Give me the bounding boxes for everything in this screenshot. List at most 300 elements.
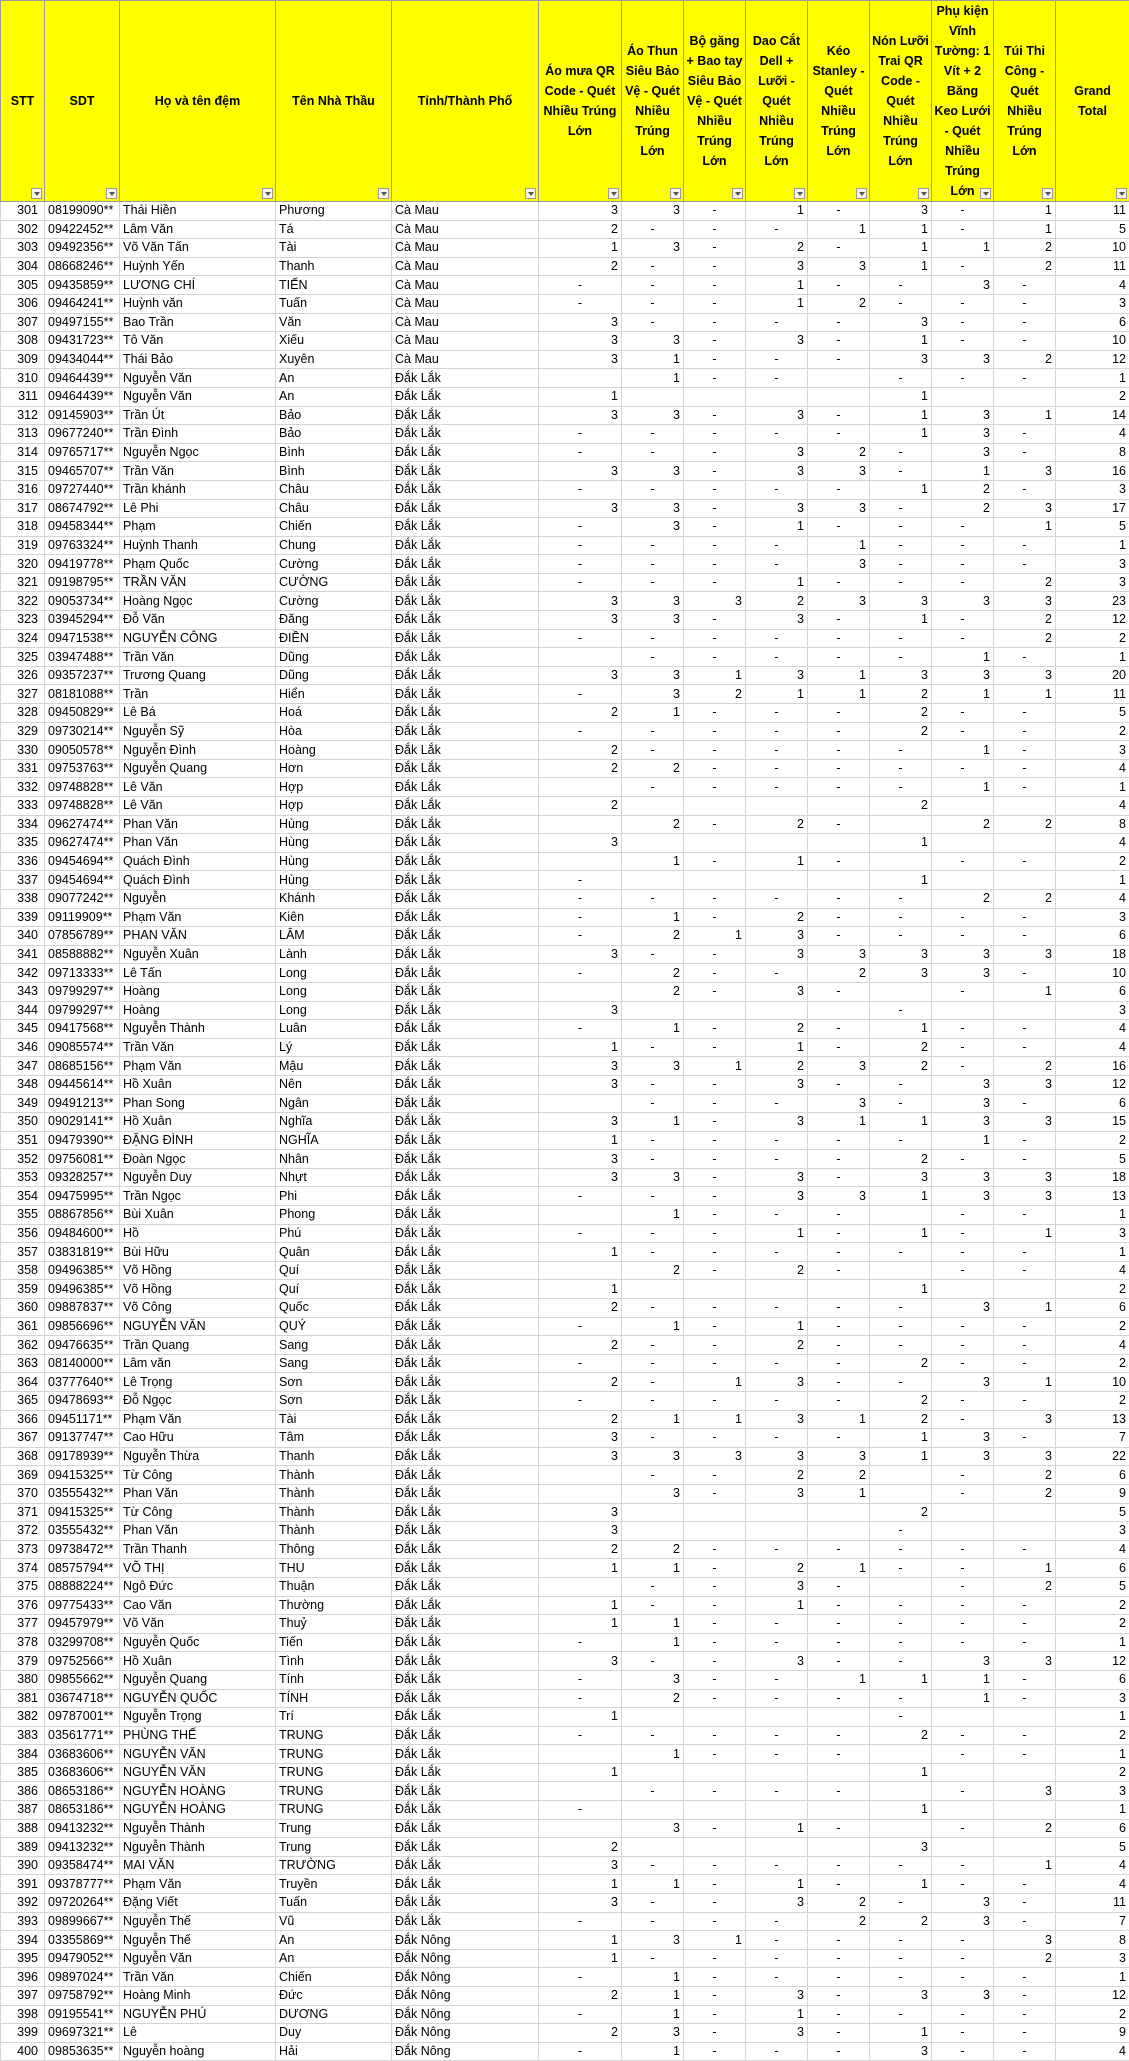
- cell-quantity[interactable]: -: [684, 480, 746, 499]
- cell-quantity[interactable]: 2: [746, 1466, 808, 1485]
- cell-quantity[interactable]: [932, 1522, 994, 1541]
- cell-quantity[interactable]: -: [808, 1336, 870, 1355]
- filter-dropdown-icon[interactable]: [794, 188, 805, 199]
- cell-province[interactable]: Đắk Nông: [392, 1968, 539, 1987]
- cell-quantity[interactable]: -: [870, 1652, 932, 1671]
- cell-quantity[interactable]: -: [684, 1875, 746, 1894]
- cell-surname[interactable]: Phạm Văn: [120, 1057, 276, 1076]
- cell-quantity[interactable]: -: [622, 1949, 684, 1968]
- cell-quantity[interactable]: -: [539, 1317, 622, 1336]
- cell-name[interactable]: LÂM: [276, 927, 392, 946]
- cell-quantity[interactable]: -: [994, 852, 1056, 871]
- cell-quantity[interactable]: 3: [870, 350, 932, 369]
- cell-quantity[interactable]: 2: [870, 722, 932, 741]
- cell-quantity[interactable]: [932, 1001, 994, 1020]
- cell-stt[interactable]: 374: [1, 1559, 45, 1578]
- cell-quantity[interactable]: 3: [746, 1447, 808, 1466]
- cell-quantity[interactable]: 1: [622, 350, 684, 369]
- cell-quantity[interactable]: -: [808, 1856, 870, 1875]
- cell-grand-total[interactable]: 11: [1056, 1894, 1129, 1913]
- cell-phone[interactable]: 09434044**: [45, 350, 120, 369]
- cell-quantity[interactable]: 1: [870, 2024, 932, 2043]
- cell-quantity[interactable]: 2: [994, 1057, 1056, 1076]
- cell-quantity[interactable]: [994, 797, 1056, 816]
- cell-quantity[interactable]: -: [932, 573, 994, 592]
- cell-quantity[interactable]: [539, 369, 622, 388]
- cell-quantity[interactable]: -: [808, 1038, 870, 1057]
- cell-name[interactable]: TRUNG: [276, 1745, 392, 1764]
- cell-stt[interactable]: 370: [1, 1484, 45, 1503]
- cell-surname[interactable]: LƯƠNG CHÍ: [120, 276, 276, 295]
- cell-surname[interactable]: Nguyễn Văn: [120, 369, 276, 388]
- cell-quantity[interactable]: 2: [870, 685, 932, 704]
- cell-quantity[interactable]: -: [932, 1354, 994, 1373]
- cell-province[interactable]: Đắk Lắk: [392, 1224, 539, 1243]
- cell-quantity[interactable]: -: [994, 1392, 1056, 1411]
- cell-province[interactable]: Đắk Nông: [392, 2005, 539, 2024]
- cell-quantity[interactable]: 3: [746, 462, 808, 481]
- cell-province[interactable]: Đắk Nông: [392, 2042, 539, 2061]
- cell-province[interactable]: Đắk Lắk: [392, 704, 539, 723]
- cell-quantity[interactable]: -: [684, 1615, 746, 1634]
- cell-surname[interactable]: Hoàng Ngọc: [120, 592, 276, 611]
- cell-province[interactable]: Đắk Lắk: [392, 1726, 539, 1745]
- cell-quantity[interactable]: 1: [746, 2005, 808, 2024]
- cell-name[interactable]: Phi: [276, 1187, 392, 1206]
- cell-quantity[interactable]: [684, 1522, 746, 1541]
- cell-quantity[interactable]: [808, 1503, 870, 1522]
- cell-quantity[interactable]: -: [932, 1615, 994, 1634]
- cell-quantity[interactable]: -: [684, 1894, 746, 1913]
- cell-quantity[interactable]: -: [932, 1540, 994, 1559]
- cell-quantity[interactable]: -: [870, 889, 932, 908]
- cell-surname[interactable]: Võ Hồng: [120, 1261, 276, 1280]
- cell-name[interactable]: Trung: [276, 1838, 392, 1857]
- cell-quantity[interactable]: -: [808, 1577, 870, 1596]
- cell-quantity[interactable]: 1: [746, 852, 808, 871]
- cell-quantity[interactable]: [622, 871, 684, 890]
- cell-phone[interactable]: 09756081**: [45, 1150, 120, 1169]
- cell-name[interactable]: Châu: [276, 480, 392, 499]
- cell-quantity[interactable]: 1: [870, 1113, 932, 1132]
- cell-surname[interactable]: Bùi Xuân: [120, 1206, 276, 1225]
- cell-quantity[interactable]: -: [870, 759, 932, 778]
- cell-quantity[interactable]: 3: [746, 1113, 808, 1132]
- cell-quantity[interactable]: -: [684, 1689, 746, 1708]
- cell-quantity[interactable]: -: [808, 1875, 870, 1894]
- cell-surname[interactable]: PHÙNG THẾ: [120, 1726, 276, 1745]
- cell-quantity[interactable]: 1: [539, 1875, 622, 1894]
- cell-phone[interactable]: 09378777**: [45, 1875, 120, 1894]
- cell-quantity[interactable]: 1: [870, 257, 932, 276]
- cell-grand-total[interactable]: 3: [1056, 294, 1129, 313]
- cell-quantity[interactable]: -: [539, 536, 622, 555]
- cell-grand-total[interactable]: 1: [1056, 1801, 1129, 1820]
- cell-quantity[interactable]: -: [808, 648, 870, 667]
- cell-quantity[interactable]: -: [870, 369, 932, 388]
- filter-dropdown-icon[interactable]: [856, 188, 867, 199]
- cell-quantity[interactable]: -: [808, 1299, 870, 1318]
- cell-grand-total[interactable]: 10: [1056, 239, 1129, 258]
- cell-quantity[interactable]: -: [622, 1094, 684, 1113]
- cell-grand-total[interactable]: 2: [1056, 1317, 1129, 1336]
- cell-quantity[interactable]: 1: [932, 778, 994, 797]
- cell-quantity[interactable]: 1: [870, 220, 932, 239]
- cell-quantity[interactable]: 3: [539, 1652, 622, 1671]
- cell-name[interactable]: Chiến: [276, 518, 392, 537]
- cell-quantity[interactable]: -: [870, 1559, 932, 1578]
- cell-quantity[interactable]: 1: [870, 239, 932, 258]
- cell-province[interactable]: Đắk Lắk: [392, 425, 539, 444]
- cell-quantity[interactable]: -: [684, 425, 746, 444]
- cell-quantity[interactable]: 1: [684, 1057, 746, 1076]
- cell-quantity[interactable]: -: [684, 1299, 746, 1318]
- cell-quantity[interactable]: -: [539, 1020, 622, 1039]
- cell-quantity[interactable]: 1: [539, 1763, 622, 1782]
- cell-quantity[interactable]: 3: [539, 1503, 622, 1522]
- cell-quantity[interactable]: [539, 1745, 622, 1764]
- cell-quantity[interactable]: -: [870, 1094, 932, 1113]
- cell-grand-total[interactable]: 10: [1056, 1373, 1129, 1392]
- cell-quantity[interactable]: [539, 1206, 622, 1225]
- cell-stt[interactable]: 315: [1, 462, 45, 481]
- cell-stt[interactable]: 326: [1, 666, 45, 685]
- cell-name[interactable]: Hoàng: [276, 741, 392, 760]
- cell-stt[interactable]: 385: [1, 1763, 45, 1782]
- cell-name[interactable]: Bình: [276, 443, 392, 462]
- cell-stt[interactable]: 381: [1, 1689, 45, 1708]
- cell-quantity[interactable]: [808, 1522, 870, 1541]
- cell-stt[interactable]: 305: [1, 276, 45, 295]
- cell-stt[interactable]: 337: [1, 871, 45, 890]
- cell-name[interactable]: Tài: [276, 239, 392, 258]
- cell-surname[interactable]: Nguyễn Thành: [120, 1819, 276, 1838]
- cell-quantity[interactable]: -: [539, 629, 622, 648]
- cell-quantity[interactable]: -: [539, 2005, 622, 2024]
- cell-quantity[interactable]: 3: [932, 1447, 994, 1466]
- cell-province[interactable]: Đắk Lắk: [392, 1745, 539, 1764]
- cell-stt[interactable]: 383: [1, 1726, 45, 1745]
- cell-quantity[interactable]: [622, 1763, 684, 1782]
- cell-phone[interactable]: 09137747**: [45, 1429, 120, 1448]
- cell-quantity[interactable]: -: [932, 1150, 994, 1169]
- cell-surname[interactable]: Phan Văn: [120, 1484, 276, 1503]
- cell-grand-total[interactable]: 5: [1056, 704, 1129, 723]
- cell-province[interactable]: Đắk Lắk: [392, 1689, 539, 1708]
- cell-quantity[interactable]: -: [932, 1020, 994, 1039]
- cell-surname[interactable]: Trần Văn: [120, 1968, 276, 1987]
- cell-quantity[interactable]: -: [746, 480, 808, 499]
- cell-quantity[interactable]: [808, 1001, 870, 1020]
- cell-quantity[interactable]: -: [684, 276, 746, 295]
- cell-stt[interactable]: 390: [1, 1856, 45, 1875]
- cell-grand-total[interactable]: 6: [1056, 1819, 1129, 1838]
- cell-quantity[interactable]: -: [746, 1745, 808, 1764]
- cell-quantity[interactable]: -: [994, 1131, 1056, 1150]
- cell-province[interactable]: Cà Mau: [392, 202, 539, 221]
- cell-stt[interactable]: 382: [1, 1708, 45, 1727]
- cell-quantity[interactable]: 2: [684, 685, 746, 704]
- cell-quantity[interactable]: 2: [539, 704, 622, 723]
- cell-province[interactable]: Cà Mau: [392, 257, 539, 276]
- cell-quantity[interactable]: -: [622, 1577, 684, 1596]
- cell-surname[interactable]: Nguyễn Đình: [120, 741, 276, 760]
- cell-quantity[interactable]: -: [932, 1317, 994, 1336]
- cell-name[interactable]: Thanh: [276, 257, 392, 276]
- cell-quantity[interactable]: [994, 1522, 1056, 1541]
- cell-phone[interactable]: 08588882**: [45, 945, 120, 964]
- cell-quantity[interactable]: 2: [539, 220, 622, 239]
- cell-quantity[interactable]: -: [746, 369, 808, 388]
- cell-quantity[interactable]: 2: [746, 815, 808, 834]
- cell-surname[interactable]: Phạm Văn: [120, 1875, 276, 1894]
- cell-quantity[interactable]: 2: [539, 797, 622, 816]
- cell-quantity[interactable]: 3: [539, 945, 622, 964]
- cell-quantity[interactable]: -: [870, 1931, 932, 1950]
- cell-phone[interactable]: 03777640**: [45, 1373, 120, 1392]
- cell-quantity[interactable]: 3: [539, 1522, 622, 1541]
- cell-grand-total[interactable]: 1: [1056, 648, 1129, 667]
- cell-grand-total[interactable]: 8: [1056, 815, 1129, 834]
- cell-stt[interactable]: 327: [1, 685, 45, 704]
- cell-phone[interactable]: 08888224**: [45, 1577, 120, 1596]
- cell-quantity[interactable]: 3: [932, 1299, 994, 1318]
- cell-province[interactable]: Đắk Lắk: [392, 1466, 539, 1485]
- cell-grand-total[interactable]: 3: [1056, 1782, 1129, 1801]
- cell-phone[interactable]: 03683606**: [45, 1763, 120, 1782]
- cell-quantity[interactable]: -: [932, 1559, 994, 1578]
- cell-quantity[interactable]: 3: [539, 1057, 622, 1076]
- cell-quantity[interactable]: -: [994, 1243, 1056, 1262]
- cell-phone[interactable]: 03683606**: [45, 1745, 120, 1764]
- cell-quantity[interactable]: 3: [746, 406, 808, 425]
- cell-quantity[interactable]: -: [539, 294, 622, 313]
- cell-quantity[interactable]: [932, 797, 994, 816]
- cell-province[interactable]: Đắk Lắk: [392, 685, 539, 704]
- cell-phone[interactable]: 09419778**: [45, 555, 120, 574]
- cell-name[interactable]: Tuấn: [276, 1894, 392, 1913]
- cell-stt[interactable]: 307: [1, 313, 45, 332]
- cell-quantity[interactable]: [684, 1001, 746, 1020]
- cell-quantity[interactable]: -: [994, 1987, 1056, 2006]
- cell-grand-total[interactable]: 3: [1056, 573, 1129, 592]
- cell-quantity[interactable]: 1: [994, 518, 1056, 537]
- cell-surname[interactable]: NGUYỄN PHÚ: [120, 2005, 276, 2024]
- cell-quantity[interactable]: [622, 1280, 684, 1299]
- cell-phone[interactable]: 09476635**: [45, 1336, 120, 1355]
- cell-quantity[interactable]: -: [994, 1633, 1056, 1652]
- cell-quantity[interactable]: -: [539, 722, 622, 741]
- cell-province[interactable]: Đắk Lắk: [392, 1392, 539, 1411]
- cell-quantity[interactable]: -: [746, 1392, 808, 1411]
- cell-grand-total[interactable]: 3: [1056, 1689, 1129, 1708]
- cell-stt[interactable]: 379: [1, 1652, 45, 1671]
- cell-quantity[interactable]: -: [808, 1726, 870, 1745]
- cell-quantity[interactable]: -: [994, 908, 1056, 927]
- cell-quantity[interactable]: [808, 1763, 870, 1782]
- cell-phone[interactable]: 09758792**: [45, 1987, 120, 2006]
- cell-quantity[interactable]: 1: [808, 685, 870, 704]
- cell-surname[interactable]: NGUYỄN VĂN: [120, 1317, 276, 1336]
- cell-grand-total[interactable]: 5: [1056, 220, 1129, 239]
- cell-quantity[interactable]: -: [539, 1392, 622, 1411]
- cell-quantity[interactable]: -: [932, 908, 994, 927]
- cell-quantity[interactable]: -: [684, 1559, 746, 1578]
- cell-province[interactable]: Đắk Lắk: [392, 1150, 539, 1169]
- cell-quantity[interactable]: -: [746, 1429, 808, 1448]
- cell-phone[interactable]: 09677240**: [45, 425, 120, 444]
- cell-name[interactable]: Trung: [276, 1819, 392, 1838]
- cell-phone[interactable]: 09478693**: [45, 1392, 120, 1411]
- cell-quantity[interactable]: -: [870, 536, 932, 555]
- cell-quantity[interactable]: -: [870, 1708, 932, 1727]
- cell-quantity[interactable]: 3: [932, 964, 994, 983]
- cell-quantity[interactable]: 2: [746, 239, 808, 258]
- cell-quantity[interactable]: -: [808, 2024, 870, 2043]
- cell-quantity[interactable]: [684, 1801, 746, 1820]
- cell-quantity[interactable]: -: [622, 778, 684, 797]
- cell-quantity[interactable]: -: [932, 1410, 994, 1429]
- filter-dropdown-icon[interactable]: [378, 188, 389, 199]
- cell-grand-total[interactable]: 4: [1056, 1336, 1129, 1355]
- cell-quantity[interactable]: 2: [746, 1057, 808, 1076]
- cell-name[interactable]: Long: [276, 964, 392, 983]
- cell-quantity[interactable]: -: [994, 1745, 1056, 1764]
- cell-surname[interactable]: Cao Văn: [120, 1596, 276, 1615]
- cell-stt[interactable]: 366: [1, 1410, 45, 1429]
- cell-quantity[interactable]: [622, 834, 684, 853]
- cell-grand-total[interactable]: 5: [1056, 1577, 1129, 1596]
- cell-stt[interactable]: 312: [1, 406, 45, 425]
- cell-quantity[interactable]: -: [870, 1894, 932, 1913]
- cell-province[interactable]: Đắk Lắk: [392, 1912, 539, 1931]
- cell-quantity[interactable]: -: [684, 555, 746, 574]
- cell-quantity[interactable]: 1: [622, 1745, 684, 1764]
- cell-grand-total[interactable]: 8: [1056, 443, 1129, 462]
- cell-quantity[interactable]: 1: [932, 239, 994, 258]
- cell-quantity[interactable]: -: [932, 611, 994, 630]
- cell-name[interactable]: Dũng: [276, 648, 392, 667]
- cell-quantity[interactable]: -: [808, 778, 870, 797]
- cell-quantity[interactable]: 1: [622, 704, 684, 723]
- cell-quantity[interactable]: 2: [994, 350, 1056, 369]
- cell-surname[interactable]: ĐẶNG ĐÌNH: [120, 1131, 276, 1150]
- cell-surname[interactable]: Bao Trần: [120, 313, 276, 332]
- cell-quantity[interactable]: 3: [622, 406, 684, 425]
- cell-surname[interactable]: Huỳnh Yến: [120, 257, 276, 276]
- cell-quantity[interactable]: 2: [808, 443, 870, 462]
- cell-stt[interactable]: 329: [1, 722, 45, 741]
- cell-quantity[interactable]: 1: [539, 1596, 622, 1615]
- cell-quantity[interactable]: 2: [994, 1484, 1056, 1503]
- cell-surname[interactable]: Quách Đình: [120, 852, 276, 871]
- cell-grand-total[interactable]: 4: [1056, 1540, 1129, 1559]
- cell-quantity[interactable]: -: [539, 573, 622, 592]
- cell-grand-total[interactable]: 5: [1056, 518, 1129, 537]
- cell-quantity[interactable]: -: [539, 1670, 622, 1689]
- cell-quantity[interactable]: 3: [994, 1782, 1056, 1801]
- cell-grand-total[interactable]: 2: [1056, 1392, 1129, 1411]
- cell-stt[interactable]: 335: [1, 834, 45, 853]
- cell-quantity[interactable]: -: [684, 1577, 746, 1596]
- cell-quantity[interactable]: -: [808, 1987, 870, 2006]
- cell-quantity[interactable]: 2: [808, 1466, 870, 1485]
- cell-province[interactable]: Đắk Lắk: [392, 1280, 539, 1299]
- cell-phone[interactable]: 08575794**: [45, 1559, 120, 1578]
- cell-name[interactable]: Lý: [276, 1038, 392, 1057]
- cell-quantity[interactable]: 1: [932, 462, 994, 481]
- cell-quantity[interactable]: -: [808, 1745, 870, 1764]
- cell-quantity[interactable]: 1: [994, 1299, 1056, 1318]
- cell-stt[interactable]: 331: [1, 759, 45, 778]
- cell-quantity[interactable]: 3: [746, 666, 808, 685]
- cell-quantity[interactable]: -: [622, 443, 684, 462]
- cell-stt[interactable]: 320: [1, 555, 45, 574]
- cell-phone[interactable]: 09431723**: [45, 332, 120, 351]
- filter-dropdown-icon[interactable]: [262, 188, 273, 199]
- cell-grand-total[interactable]: 12: [1056, 611, 1129, 630]
- cell-quantity[interactable]: -: [539, 927, 622, 946]
- cell-quantity[interactable]: -: [870, 1949, 932, 1968]
- cell-quantity[interactable]: [870, 1261, 932, 1280]
- cell-province[interactable]: Đắk Nông: [392, 1931, 539, 1950]
- cell-grand-total[interactable]: 4: [1056, 1856, 1129, 1875]
- cell-quantity[interactable]: 3: [808, 499, 870, 518]
- cell-quantity[interactable]: -: [684, 1968, 746, 1987]
- cell-quantity[interactable]: -: [684, 1150, 746, 1169]
- cell-quantity[interactable]: -: [746, 1150, 808, 1169]
- cell-quantity[interactable]: -: [539, 2042, 622, 2061]
- cell-quantity[interactable]: -: [870, 1615, 932, 1634]
- cell-quantity[interactable]: -: [932, 1261, 994, 1280]
- cell-surname[interactable]: Nguyễn Văn: [120, 1949, 276, 1968]
- cell-quantity[interactable]: [684, 1280, 746, 1299]
- cell-phone[interactable]: 09492356**: [45, 239, 120, 258]
- cell-surname[interactable]: Phan Văn: [120, 815, 276, 834]
- cell-phone[interactable]: 09195541**: [45, 2005, 120, 2024]
- cell-surname[interactable]: Lê Văn: [120, 778, 276, 797]
- cell-stt[interactable]: 302: [1, 220, 45, 239]
- cell-quantity[interactable]: 3: [746, 927, 808, 946]
- cell-name[interactable]: Hiển: [276, 685, 392, 704]
- cell-quantity[interactable]: -: [808, 518, 870, 537]
- cell-quantity[interactable]: 3: [622, 1484, 684, 1503]
- cell-quantity[interactable]: 2: [808, 1912, 870, 1931]
- cell-quantity[interactable]: 3: [870, 666, 932, 685]
- cell-phone[interactable]: 09738472**: [45, 1540, 120, 1559]
- cell-quantity[interactable]: 1: [994, 1856, 1056, 1875]
- cell-quantity[interactable]: -: [994, 722, 1056, 741]
- cell-name[interactable]: Thành: [276, 1484, 392, 1503]
- cell-name[interactable]: Duy: [276, 2024, 392, 2043]
- cell-quantity[interactable]: -: [684, 1726, 746, 1745]
- cell-quantity[interactable]: 3: [932, 350, 994, 369]
- cell-quantity[interactable]: -: [746, 722, 808, 741]
- cell-quantity[interactable]: [808, 834, 870, 853]
- cell-quantity[interactable]: 2: [808, 294, 870, 313]
- cell-quantity[interactable]: 1: [622, 1968, 684, 1987]
- cell-quantity[interactable]: -: [932, 852, 994, 871]
- cell-surname[interactable]: Từ Công: [120, 1466, 276, 1485]
- cell-stt[interactable]: 347: [1, 1057, 45, 1076]
- cell-stt[interactable]: 384: [1, 1745, 45, 1764]
- cell-quantity[interactable]: -: [539, 1187, 622, 1206]
- cell-stt[interactable]: 339: [1, 908, 45, 927]
- cell-quantity[interactable]: -: [932, 332, 994, 351]
- cell-quantity[interactable]: -: [746, 1633, 808, 1652]
- cell-surname[interactable]: Nguyễn: [120, 889, 276, 908]
- cell-quantity[interactable]: 1: [870, 1447, 932, 1466]
